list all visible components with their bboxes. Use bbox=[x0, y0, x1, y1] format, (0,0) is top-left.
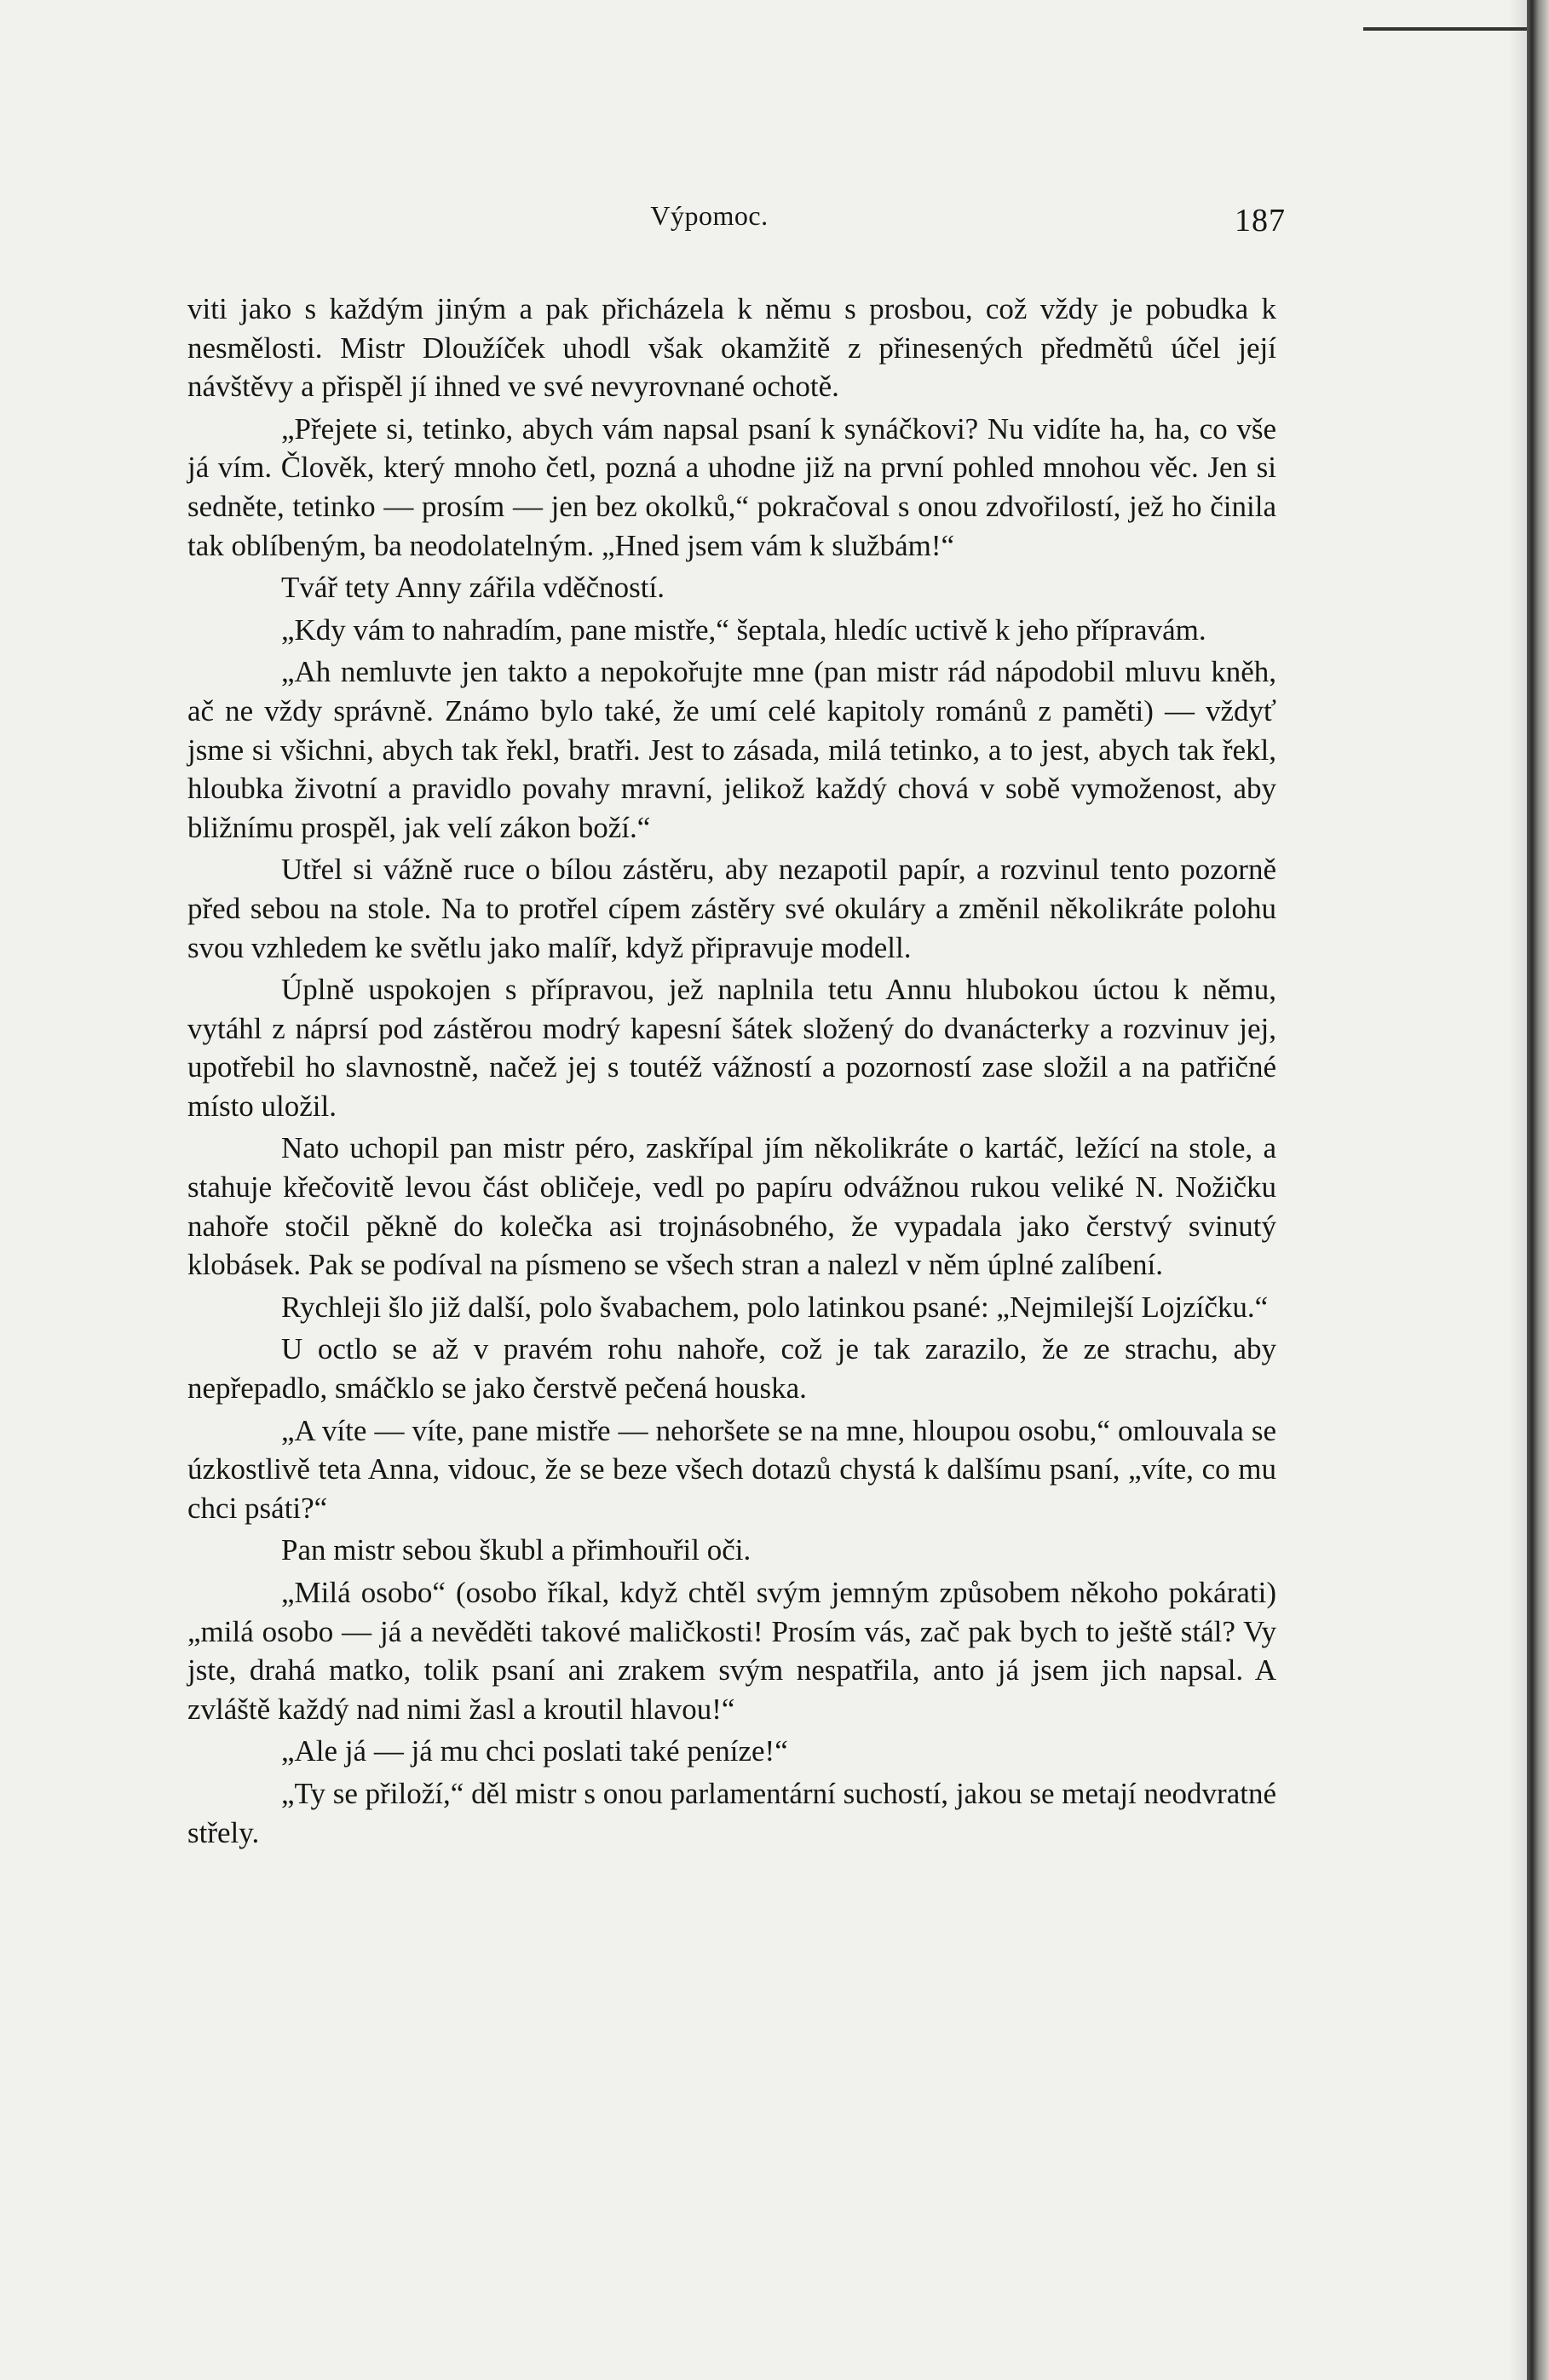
paragraph: U octlo se až v pravém rohu nahoře, což je tak zarazilo, že ze strachu, aby nepřepadlo, smáčklo se jako čerstvě pečená houska. bbox=[187, 1332, 1276, 1406]
paragraph: Úplně uspokojen s přípravou, jež naplnila tetu Annu hlubokou úctou k němu, vytáhl z náprsí pod zástěrou modrý kapesní šátek složený do dvanácterky a rozvinuv jej, upotřebil ho slavnostně, načež jej s toutéž vážností a pozorností zase složil a na patřičné místo uložil. bbox=[187, 973, 1276, 1123]
running-head bbox=[153, 200, 1291, 251]
page-number: 187 bbox=[1235, 203, 1286, 239]
paragraph: „Ah nemluvte jen takto a nepokořujte mne (pan mistr rád nápodobil mluvu kněh, ač ne vždy správně. Známo bylo také, že umí celé kapitoly románů z paměti) — vždyť jsme si všichni, abych tak řekl, bratři. Jest to zásada, milá tetinko, a to jest, abych tak řekl, hloubka životní a pravidlo povahy mravní, jelikož každý chová v sobě vymoženost, aby bližnímu prospěl, jak velí zákon boží.“ bbox=[187, 655, 1276, 844]
paragraph: Rychleji šlo již další, polo švabachem, polo latinkou psané: „Nejmilejší Lojzíčku.“ bbox=[281, 1290, 1269, 1324]
top-edge-rule bbox=[1363, 27, 1527, 31]
paragraph: „Kdy vám to nahradím, pane mistře,“ šeptala, hledíc uctivě k jeho přípravám. bbox=[281, 612, 1206, 647]
paragraph: „Přejete si, tetinko, abych vám napsal psaní k synáčkovi? Nu vidíte ha, ha, co vše já vím. Člověk, který mnoho četl, pozná a uhodne již na první pohled mnohou věc. Jen si sedněte, tetinko — prosím — jen bez okolků,“ pokračoval s onou zdvořilostí, jež ho činila tak oblíbeným, ba neodolatelným. „Hned jsem vám k službám!“ bbox=[187, 411, 1276, 562]
paragraph: Nato uchopil pan mistr péro, zaskřípal jím několikráte o kartáč, ležící na stole, a stahuje křečovitě levou část obličeje, vedl po papíru odvážnou rukou veliké N. Nožičku nahoře stočil pěkně do kolečka asi trojnásobného, že vypadala jako čerstvý svinutý klobásek. Pak se podíval na písmeno se všech stran a nalezl v něm úplné zalíbení. bbox=[187, 1131, 1276, 1282]
running-head-title: Výpomoc. bbox=[650, 200, 769, 231]
paragraph: Pan mistr sebou škubl a přimhouřil oči. bbox=[281, 1533, 751, 1567]
paragraph: Utřel si vážně ruce o bílou zástěru, aby nezapotil papír, a rozvinul tento pozorně před sebou na stole. Na to protřel cípem zástěry své okuláry a změnil několikráte polohu svou vzhledem ke světlu jako malíř, když připravuje modell. bbox=[187, 853, 1276, 964]
body-text bbox=[187, 290, 1276, 1855]
paragraph: „A víte — víte, pane mistře — nehoršete se na mne, hloupou osobu,“ omlouvala se úzkostlivě teta Anna, vidouc, že se beze všech dotazů chystá k dalšímu psaní, „víte, co mu chci psáti?“ bbox=[187, 1413, 1276, 1525]
paragraph: „Ale já — já mu chci poslati také peníze!“ bbox=[281, 1734, 788, 1768]
paragraph: „Ty se přiloží,“ děl mistr s onou parlamentární suchostí, jakou se metají neodvratné střely. bbox=[187, 1776, 1276, 1849]
paragraph: viti jako s každým jiným a pak přicházela k němu s prosbou, což vždy je pobudka k nesmělosti. Mistr Dloužíček uhodl však okamžitě z přinesených předmětů účel její návštěvy a přispěl jí ihned ve své nevyrovnané ochotě. bbox=[187, 292, 1276, 404]
book-binding-edge bbox=[1527, 0, 1549, 2380]
paragraph: „Milá osobo“ (osobo říkal, když chtěl svým jemným způsobem někoho pokárati) „milá osobo — já a nevěděti takové maličkosti! Prosím vás, zač pak bych to ještě stál? Vy jste, drahá matko, tolik psaní ani zrakem svým nespatřila, anto já jsem jich napsal. A zvláště každý nad nimi žasl a kroutil hlavou!“ bbox=[187, 1576, 1276, 1726]
paragraph: Tvář tety Anny zářila vděčností. bbox=[281, 571, 665, 605]
